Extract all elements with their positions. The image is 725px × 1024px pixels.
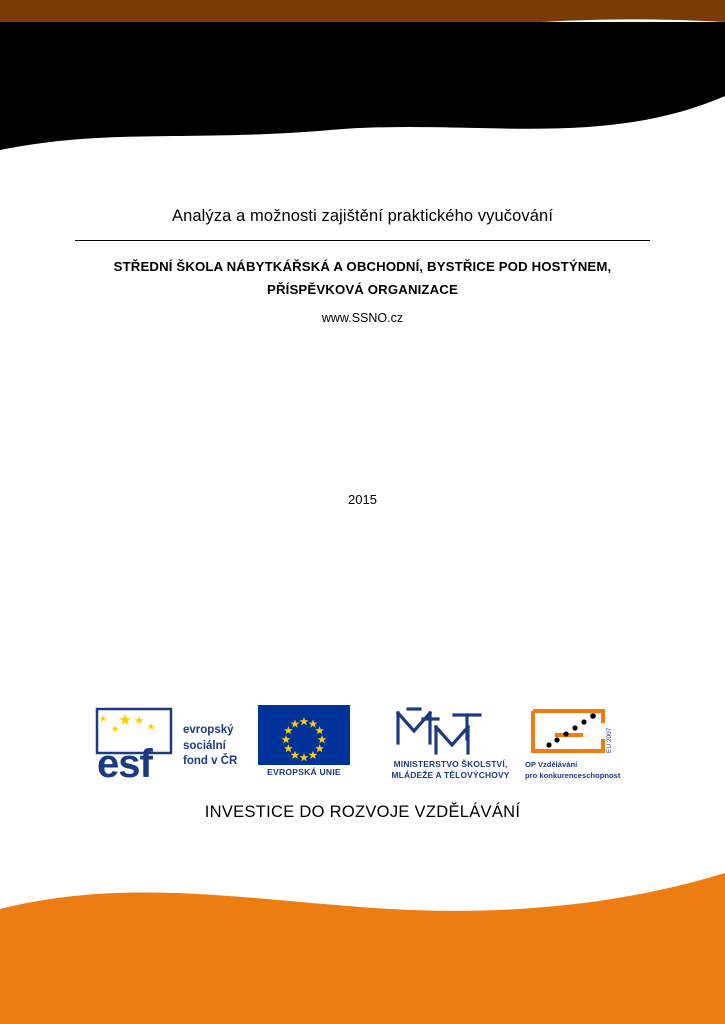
msmt-caption-line-1: MINISTERSTVO ŠKOLSTVÍ, [393, 759, 508, 769]
svg-text:esf: esf [97, 742, 152, 785]
title-block [75, 205, 650, 325]
logo-row [0, 705, 725, 810]
opvk-caption-line-1: OP Vzdělávání [525, 760, 578, 769]
title-divider [75, 240, 650, 241]
msmt-caption-line-2: MLÁDEŽE A TĚLOVÝCHOVY [391, 770, 510, 781]
esf-caption-line-2: sociální [183, 739, 226, 752]
msmt-logo [368, 705, 533, 785]
eu-logo-caption: EVROPSKÁ UNIE [267, 767, 341, 777]
esf-caption-line-3: fond v ČR [183, 755, 238, 768]
opvk-caption-line-2: pro konkurenceschopnost [525, 770, 621, 780]
school-name [75, 255, 650, 301]
opvk-logo [525, 705, 625, 785]
esf-logo-icon [95, 705, 187, 785]
bottom-decorative-band [0, 849, 725, 1024]
slogan-text: INVESTICE DO ROZVOJE VZDĚLÁVÁNÍ [204, 803, 521, 821]
msmt-logo-icon [368, 705, 533, 759]
svg-text:EU 2007: EU 2007 [606, 727, 613, 753]
website-text: www.SSNO.cz [321, 311, 404, 326]
eu-logo [258, 705, 350, 785]
school-name-line-2: PŘÍSPĚVKOVÁ ORGANIZACE [267, 282, 458, 298]
eu-flag-icon [258, 705, 350, 765]
top-decorative-band [0, 0, 725, 175]
esf-logo-caption [183, 723, 237, 770]
esf-logo [95, 705, 255, 785]
publication-year: 2015 [348, 492, 377, 507]
school-name-line-1: STŘEDNÍ ŠKOLA NÁBYTKÁŘSKÁ A OBCHODNÍ, BYSTŘICE POD HOSTÝNEM, [113, 259, 612, 275]
page-title: Analýza a možnosti zajištění praktického vyučování [171, 207, 554, 225]
esf-caption-line-1: evropský [183, 724, 234, 736]
msmt-logo-caption [368, 759, 533, 782]
opvk-logo-caption [525, 760, 625, 781]
opvk-logo-icon [525, 705, 625, 760]
